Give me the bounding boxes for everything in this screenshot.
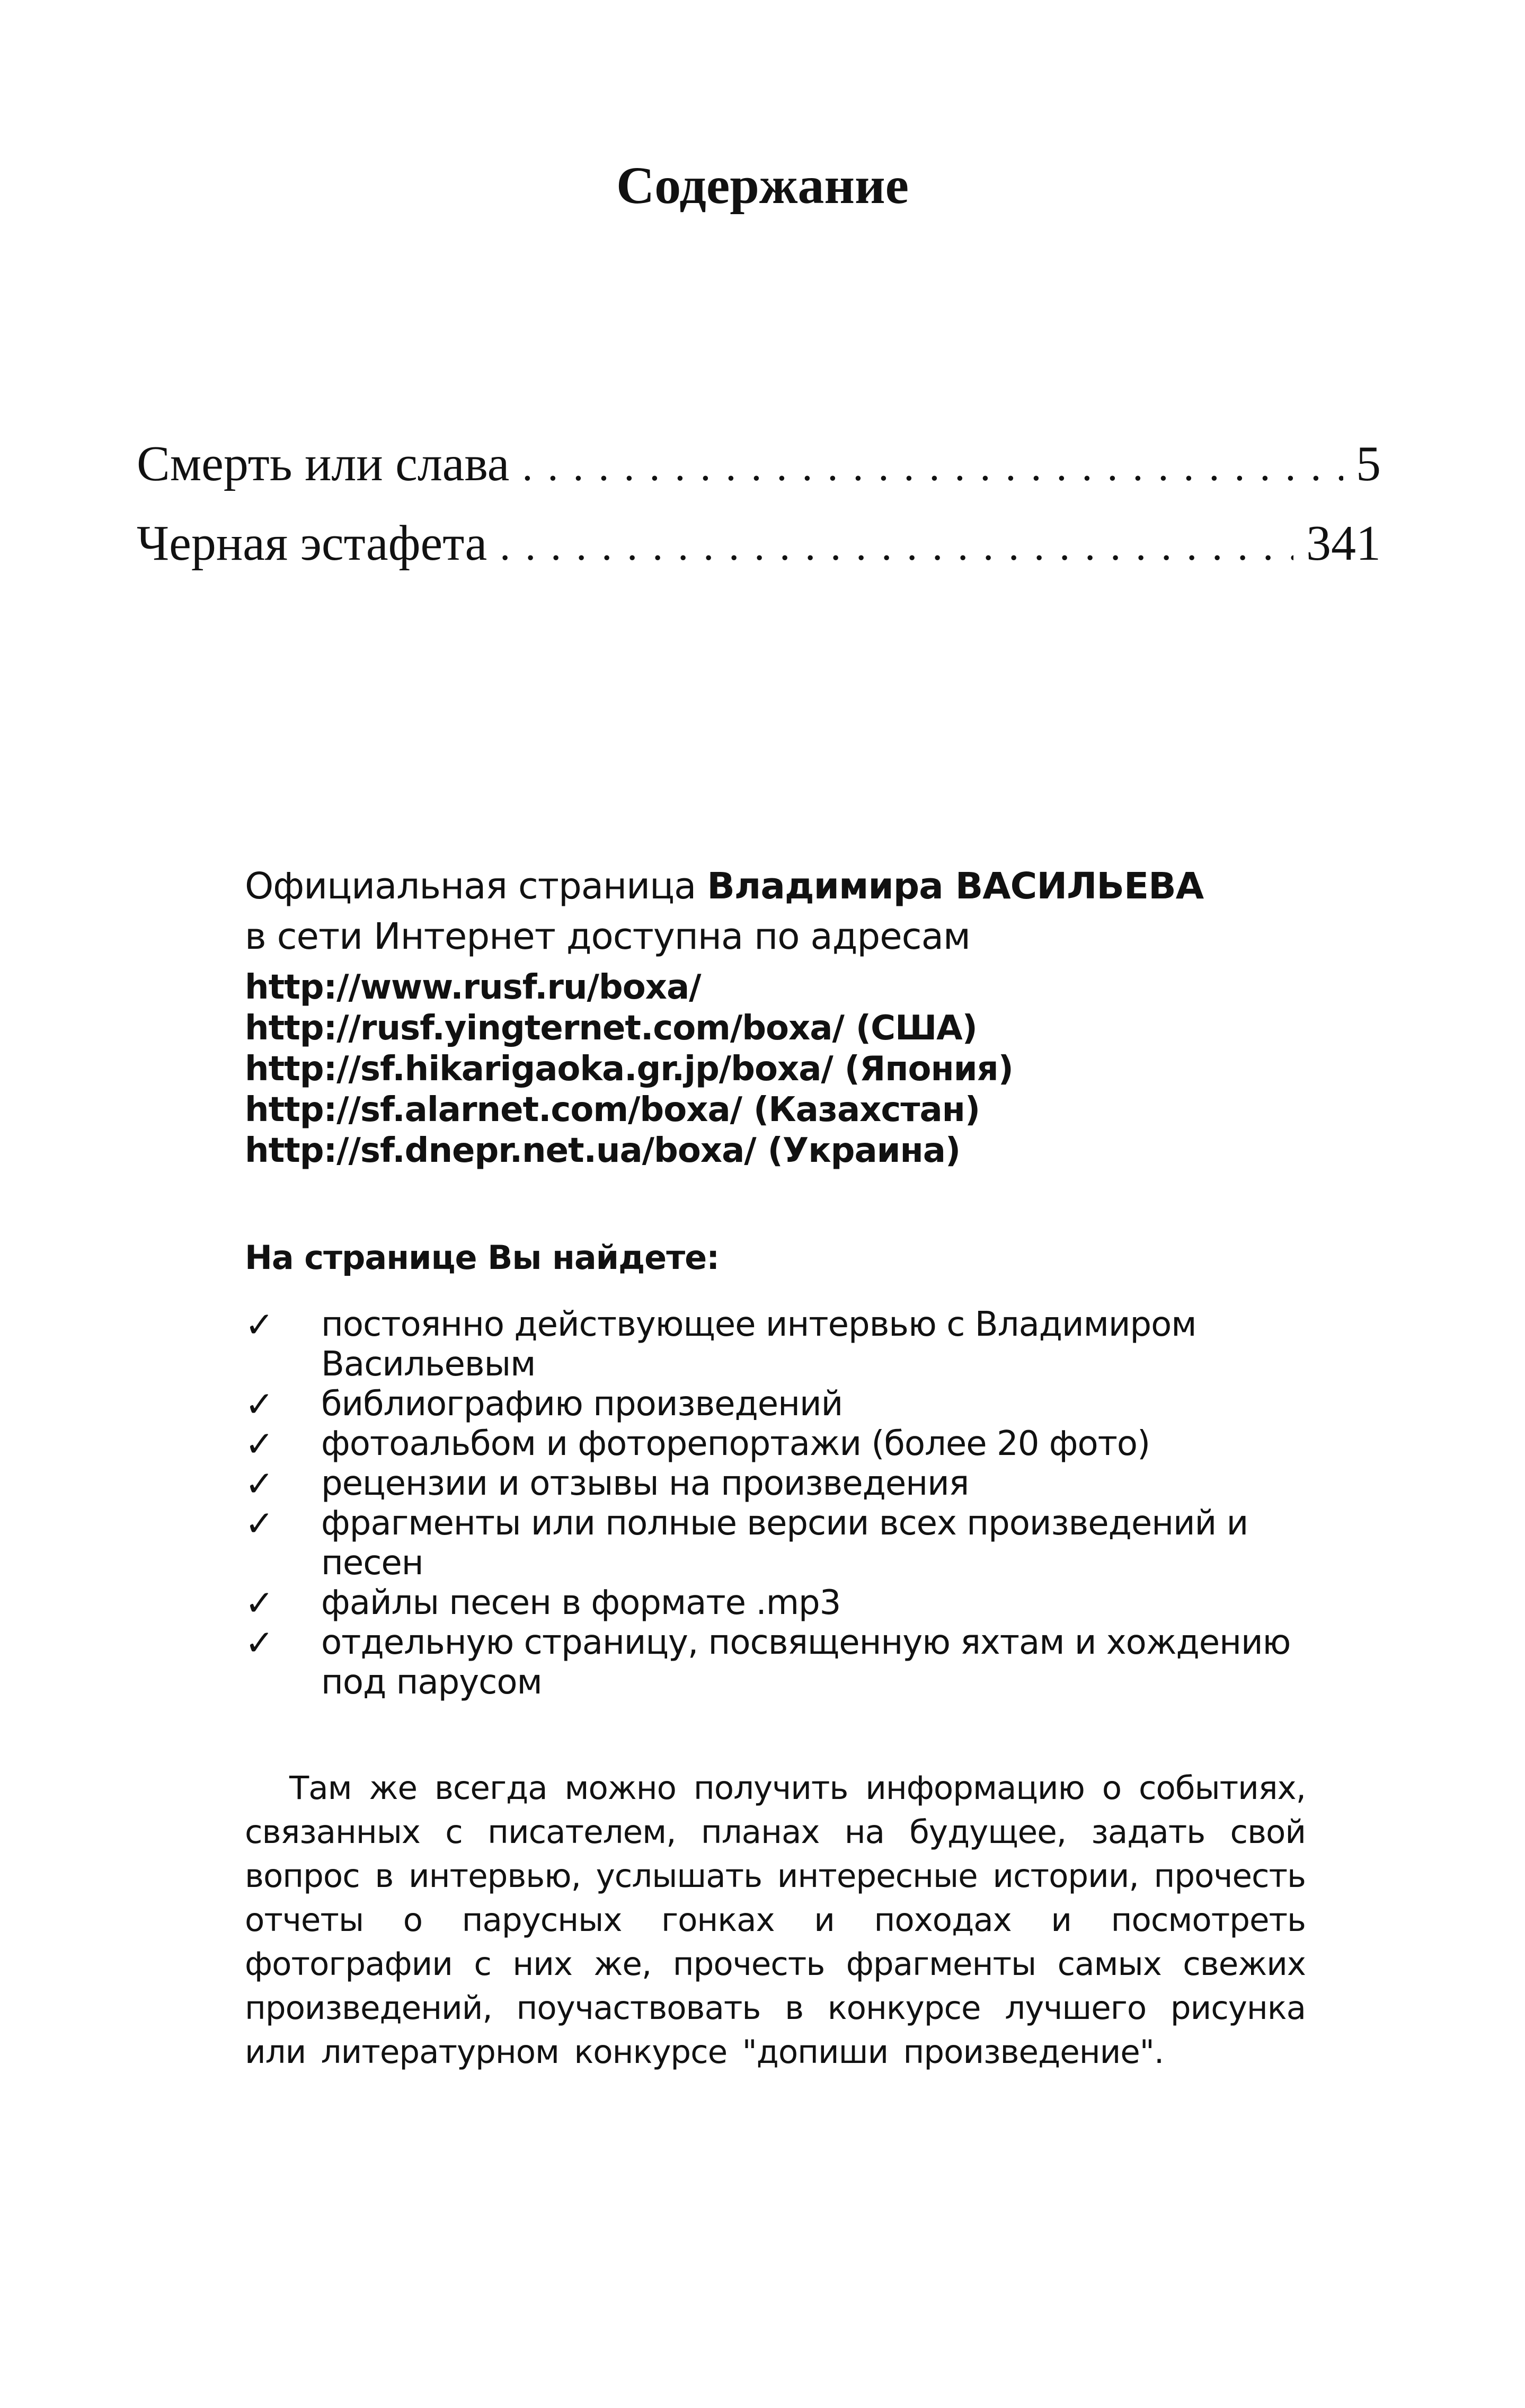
intro-line-2: в сети Интернет доступна по адресам (245, 915, 970, 958)
checkmark-icon: ✓ (245, 1503, 274, 1544)
feature-text: рецензии и отзывы на произведения (321, 1464, 969, 1503)
url-country-note: (Украина) (767, 1131, 961, 1170)
feature-text: библиографию произведений (321, 1384, 843, 1424)
feature-text: постоянно действующее интервью с Владимиром Васильевым (321, 1305, 1196, 1384)
list-item (245, 1583, 1305, 1623)
checkmark-icon: ✓ (245, 1583, 274, 1624)
features-list (245, 1305, 1305, 1703)
checkmark-icon: ✓ (245, 1384, 274, 1425)
url-item[interactable] (245, 967, 1305, 1008)
url-item[interactable] (245, 1090, 1305, 1131)
url-item[interactable] (245, 1008, 1305, 1049)
features-heading: На странице Вы найдете: (245, 1238, 720, 1277)
intro-line (245, 861, 1305, 912)
toc-entry[interactable] (137, 504, 1381, 583)
url-link[interactable]: http://sf.alarnet.com/boxa/ (245, 1090, 742, 1130)
url-country-note: (Казахстан) (753, 1090, 980, 1130)
table-of-contents (137, 424, 1381, 583)
page-title: Содержание (616, 156, 909, 215)
toc-dot-leader (500, 506, 1293, 586)
list-item (245, 1305, 1305, 1384)
checkmark-icon: ✓ (245, 1463, 274, 1504)
url-country-note: (США) (855, 1009, 977, 1048)
url-link[interactable]: http://rusf.yingternet.com/boxa/ (245, 1009, 844, 1048)
url-link[interactable]: http://sf.dnepr.net.ua/boxa/ (245, 1131, 756, 1170)
list-item (245, 1384, 1305, 1424)
list-item (245, 1623, 1305, 1703)
intro-prefix: Официальная страница (245, 865, 707, 907)
url-link[interactable]: http://sf.hikarigaoka.gr.jp/boxa/ (245, 1049, 833, 1089)
checkmark-icon: ✓ (245, 1424, 274, 1465)
toc-entry-page: 341 (1306, 516, 1381, 571)
author-name: Владимира ВАСИЛЬЕВА (707, 865, 1204, 907)
url-link[interactable]: http://www.rusf.ru/boxa/ (245, 968, 701, 1007)
list-item (245, 1464, 1305, 1504)
feature-text: фотоальбом и фоторепортажи (более 20 фото) (321, 1424, 1150, 1463)
checkmark-icon: ✓ (245, 1304, 274, 1345)
description-paragraph: Там же всегда можно получить информацию о событиях, связанных с писателем, планах на будущее, задать свой вопрос в интервью, услышать интересные истории, прочесть отчеты о парусных гонках и походах и посмотреть фотографии с них же, прочесть фрагменты самых свежих произведений, поучаствовать в конкурсе лучшего рисунка или литературном конкурсе "допиши произведение". (245, 1769, 1306, 2071)
url-item[interactable] (245, 1049, 1305, 1090)
feature-text: отдельную страницу, посвященную яхтам и хождению под парусом (321, 1623, 1291, 1702)
toc-entry[interactable] (137, 424, 1381, 504)
toc-entry-title: Черная эстафета (137, 516, 487, 571)
website-promo-block (245, 861, 1305, 2106)
feature-text: фрагменты или полные версии всех произведений и песен (321, 1504, 1248, 1583)
url-list (245, 967, 1305, 1171)
toc-entry-page: 5 (1356, 436, 1381, 491)
url-country-note: (Япония) (844, 1049, 1013, 1089)
checkmark-icon: ✓ (245, 1622, 274, 1663)
url-item[interactable] (245, 1131, 1305, 1171)
feature-text: файлы песен в формате .mp3 (321, 1583, 841, 1622)
list-item (245, 1504, 1305, 1583)
toc-dot-leader (522, 427, 1343, 506)
toc-entry-title: Смерть или слава (137, 436, 510, 491)
list-item (245, 1424, 1305, 1464)
